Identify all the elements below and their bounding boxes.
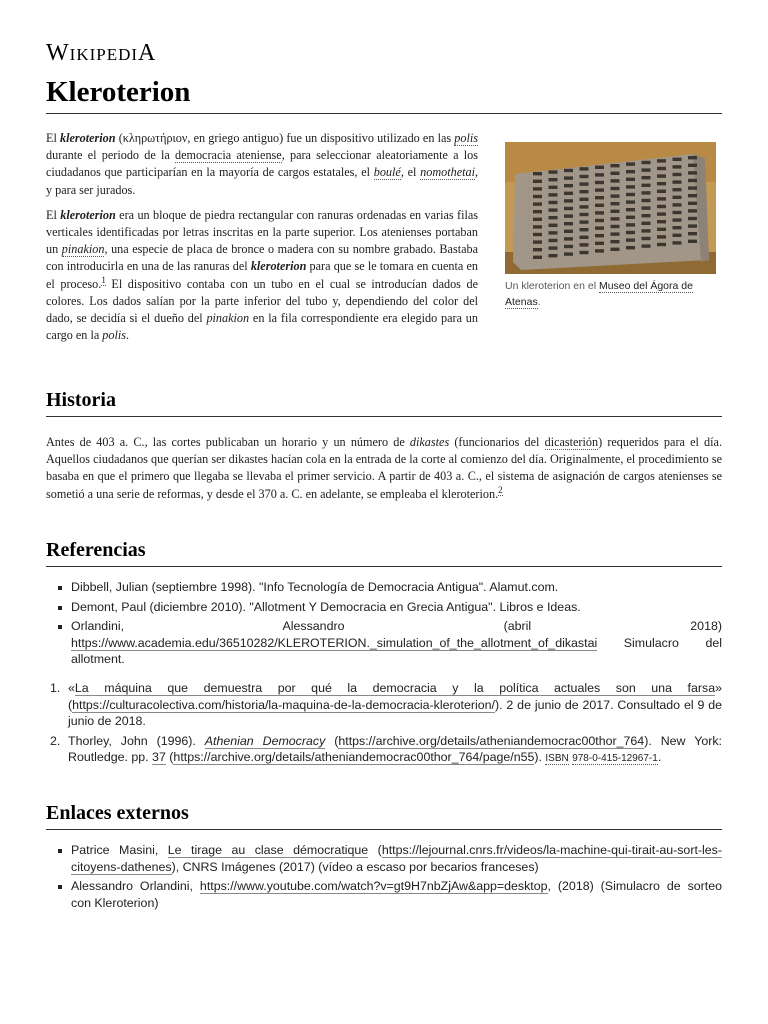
footnote-ref-1[interactable]: 1 xyxy=(101,274,106,285)
text: ). New York: Routledge. pp. xyxy=(68,733,722,764)
text: , una especie de placa de bronce o madera con su nombre grabado. Bastaba con introducirla en una de las ranuras del xyxy=(46,242,478,274)
text: ( xyxy=(368,843,382,857)
link-culturacolectiva[interactable]: https://culturacolectiva.com/historia/la-maquina-de-la-democracia-kleroterion/ xyxy=(72,697,495,712)
link-academia-orlandini[interactable]: https://www.academia.edu/36510282/KLEROTERION._simulation_of_the_allotment_of_dikastai xyxy=(71,635,598,650)
text: Orlandini, Alessandro (abril 2018) xyxy=(71,619,722,633)
italic-term: polis xyxy=(102,328,126,343)
text: , para seleccionar aleatoriamente a los ciudadanos que participarían en la mayoría de cargos estatales, el xyxy=(46,148,479,180)
link-dicasterion[interactable]: dicasterión xyxy=(544,435,599,449)
text: (κληρωτήριον, en griego antiguo) fue un dispositivo utilizado en las xyxy=(115,131,455,145)
lead-paragraph-1 xyxy=(46,130,478,199)
link-nomothetai[interactable]: nomothetai xyxy=(420,165,475,180)
list-item xyxy=(46,878,722,911)
kleroterion-photo[interactable] xyxy=(505,142,716,274)
logo-middle: IKIPEDI xyxy=(69,45,139,64)
historia-paragraph xyxy=(46,434,722,503)
logo-cap-w: W xyxy=(46,40,70,66)
caption-text: Un kleroterion en el xyxy=(505,280,599,292)
term-bold: kleroterion xyxy=(250,259,307,274)
text: ) requeridos para el día. Aquellos ciudadanos que querían ser dikastes hacían cola en la entrada de la corte al comienzo del día. Originalmente, el procedimiento se basaba en que el primero que llegaba se llevaba el primer servicio. A partir de 403 a. C., el sistema de asignación de cargos atenienses se sometió a una serie de reformas, y desde el 370 a. C. en adelante, se empleaba el kleroterion. xyxy=(46,435,722,501)
footnote-item-1 xyxy=(46,680,722,730)
link-archive-page[interactable]: https://archive.org/details/atheniandemocrac00thor_764/page/n55 xyxy=(173,750,535,764)
references-bullet-list xyxy=(46,579,722,671)
italic-term: pinakion xyxy=(206,311,250,326)
text: . xyxy=(126,328,130,343)
text: para que se le tomara en cuenta en el proceso. xyxy=(46,259,478,291)
logo-cap-a: A xyxy=(138,40,157,66)
link-cnrs-video[interactable]: https://lejournal.cnrs.fr/videos/la-machine-qui-tirait-au-sort-les-citoyens-dathenes xyxy=(71,843,722,874)
lead-section xyxy=(46,130,478,352)
text: » ( xyxy=(68,681,722,712)
list-item: Dibbell, Julian (septiembre 1998). "Info Tecnología de Democracia Antigua". Alamut.com. xyxy=(46,579,722,596)
image-figure xyxy=(505,142,716,310)
list-item: Demont, Paul (diciembre 2010). "Allotment Y Democracia en Grecia Antigua". Libros e Ideas. xyxy=(46,599,722,616)
text: (funcionarios del xyxy=(449,435,545,449)
heading-historia: Historia xyxy=(46,389,722,417)
text: ( xyxy=(325,733,339,748)
text: durante el periodo de la xyxy=(46,148,175,163)
heading-enlaces-externos: Enlaces externos xyxy=(46,802,722,830)
link-democracia-ateniense[interactable]: democracia ateniense xyxy=(174,148,282,163)
page-title: Kleroterion xyxy=(46,76,722,114)
text: Thorley, John (1996). xyxy=(68,733,205,748)
link-page-37[interactable]: 37 xyxy=(152,750,166,764)
italic-term: dikastes xyxy=(409,435,450,449)
text: ( xyxy=(165,750,174,764)
footnotes-list xyxy=(46,680,722,771)
link-museo-agora[interactable]: Museo del Ágora de Atenas xyxy=(505,280,693,308)
link-archive-book[interactable]: https://archive.org/details/atheniandemocrac00thor_764 xyxy=(338,733,645,748)
lead-paragraph-2 xyxy=(46,207,478,345)
external-links-list xyxy=(46,842,722,914)
text: Simulacro del allotment. xyxy=(71,635,722,666)
text: en la fila correspondiente era elegido para un cargo en la xyxy=(46,311,478,343)
footnote-ref-2[interactable]: 2 xyxy=(498,484,503,495)
term-bold: kleroterion xyxy=(60,207,116,222)
text: , (2018) (Simulacro de sorteo con Kleroterion) xyxy=(71,879,723,910)
list-item xyxy=(46,618,722,668)
text: El xyxy=(46,207,61,222)
text: Antes de 403 a. C., las cortes publicaban un horario y un número de xyxy=(46,435,410,449)
footnote-item-2 xyxy=(46,733,722,768)
text: ). 2 de junio de 2017. Consultado el 9 de junio de 2018. xyxy=(68,697,722,728)
isbn-label[interactable]: ISBN xyxy=(545,753,569,764)
list-item xyxy=(46,842,722,875)
footnote-number: 1. xyxy=(50,681,61,695)
heading-referencias: Referencias xyxy=(46,539,722,567)
text: ). xyxy=(534,750,546,764)
footnote-number: 2. xyxy=(50,733,61,748)
term-bold: kleroterion xyxy=(60,131,116,145)
text: El dispositivo contaba con un tubo en el cual se introducían dados de colores. Los dados salían por la parte inferior del tubo y, dependiendo del color del dado, se decidía si el dueño del xyxy=(46,276,478,326)
link-tirage-au-sort[interactable]: Le tirage au clase démocratique xyxy=(167,843,369,857)
link-athenian-democracy[interactable]: Athenian Democracy xyxy=(204,733,326,748)
text: ), CNRS Imágenes (2017) (vídeo a escaso por becarios franceses) xyxy=(171,859,539,874)
link-youtube-simulacro[interactable]: https://www.youtube.com/watch?v=gt9H7nbZjAw&app=desktop xyxy=(199,879,548,893)
link-pinakion[interactable]: pinakion xyxy=(61,242,105,257)
link-polis[interactable]: polis xyxy=(454,131,478,145)
text: , y para ser jurados. xyxy=(46,165,479,197)
isbn-number[interactable]: 978-0-415-12967-1 xyxy=(572,753,658,764)
link-boule[interactable]: boulé xyxy=(373,165,401,180)
link-maquina-democracia[interactable]: La máquina que demuestra por qué la democracia y la política actuales son una farsa xyxy=(74,681,716,695)
text: era un bloque de piedra rectangular con ranuras ordenadas en varias filas verticales identificadas por letras inscritas en la parte superior. Los atenienses portaban un xyxy=(46,207,478,257)
wikipedia-logo[interactable] xyxy=(46,40,156,67)
text: El xyxy=(46,131,60,145)
figure-caption xyxy=(505,278,716,310)
text: « xyxy=(68,681,75,695)
text: Patrice Masini, xyxy=(71,843,168,857)
text: . xyxy=(657,750,662,764)
text: Alessandro Orlandini, xyxy=(71,879,200,893)
text: , el xyxy=(400,165,421,180)
caption-text: . xyxy=(537,296,541,308)
